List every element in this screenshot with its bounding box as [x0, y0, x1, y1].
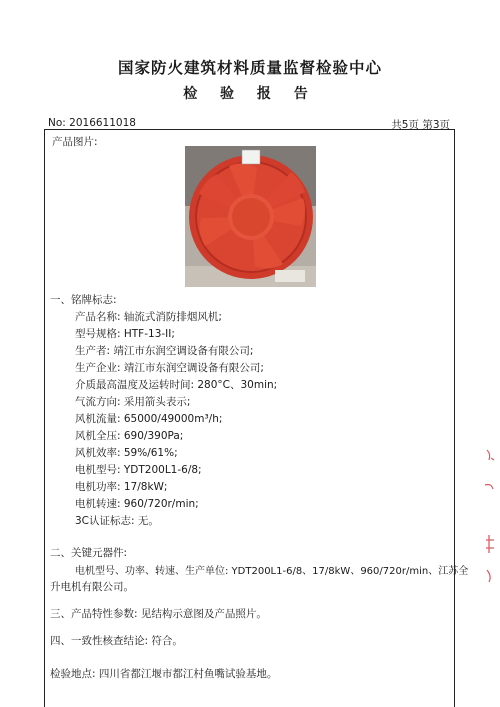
nameplate-item: 电机型号: YDT200L1-6/8; — [75, 464, 202, 476]
photo-label: 产品图片: — [52, 136, 98, 148]
nameplate-item: 生产企业: 靖江市东润空调设备有限公司; — [75, 362, 264, 374]
nameplate-item: 型号规格: HTF-13-II; — [75, 328, 175, 340]
nameplate-item: 电机功率: 17/8kW; — [75, 481, 168, 493]
page-info: 共5页 第3页 — [391, 119, 450, 131]
consistency-text: 四、一致性核查结论: 符合。 — [50, 635, 183, 647]
nameplate-item: 电机转速: 960/720r/min; — [75, 498, 199, 510]
nameplate-item: 生产者: 靖江市东润空调设备有限公司; — [75, 345, 254, 357]
components-line-cont: 升电机有限公司。 — [50, 581, 134, 593]
org-title: 国家防火建筑材料质量监督检验中心 — [117, 59, 382, 77]
test-location: 检验地点: 四川省都江堰市都江村鱼嘴试验基地。 — [50, 668, 278, 680]
components-line: 电机型号、功率、转速、生产单位: YDT200L1-6/8、17/8kW、960/720r/min、江苏全 — [75, 566, 469, 577]
product-photo — [185, 146, 316, 287]
characteristics-text: 三、产品特性参数: 见结构示意图及产品照片。 — [50, 608, 267, 620]
nameplate-item: 风机全压: 690/390Pa; — [75, 430, 184, 442]
nameplate-item: 介质最高温度及运转时间: 280°C、30min; — [75, 379, 278, 391]
nameplate-item: 风机流量: 65000/49000m³/h; — [75, 413, 223, 425]
report-number: No: 2016611018 — [48, 117, 136, 129]
report-title: 检 验 报 告 — [183, 86, 317, 102]
fan-image — [185, 146, 316, 287]
nameplate-item: 气流方向: 采用箭头表示; — [75, 396, 191, 408]
nameplate-item: 产品名称: 轴流式消防排烟风机; — [75, 311, 222, 323]
nameplate-heading: 一、铭牌标志: — [50, 294, 117, 306]
nameplate-item: 3C认证标志: 无。 — [75, 515, 159, 527]
nameplate-item: 风机效率: 59%/61%; — [75, 447, 178, 459]
seal-stamp-fragment — [479, 440, 499, 590]
components-heading: 二、关键元器件: — [50, 547, 128, 559]
